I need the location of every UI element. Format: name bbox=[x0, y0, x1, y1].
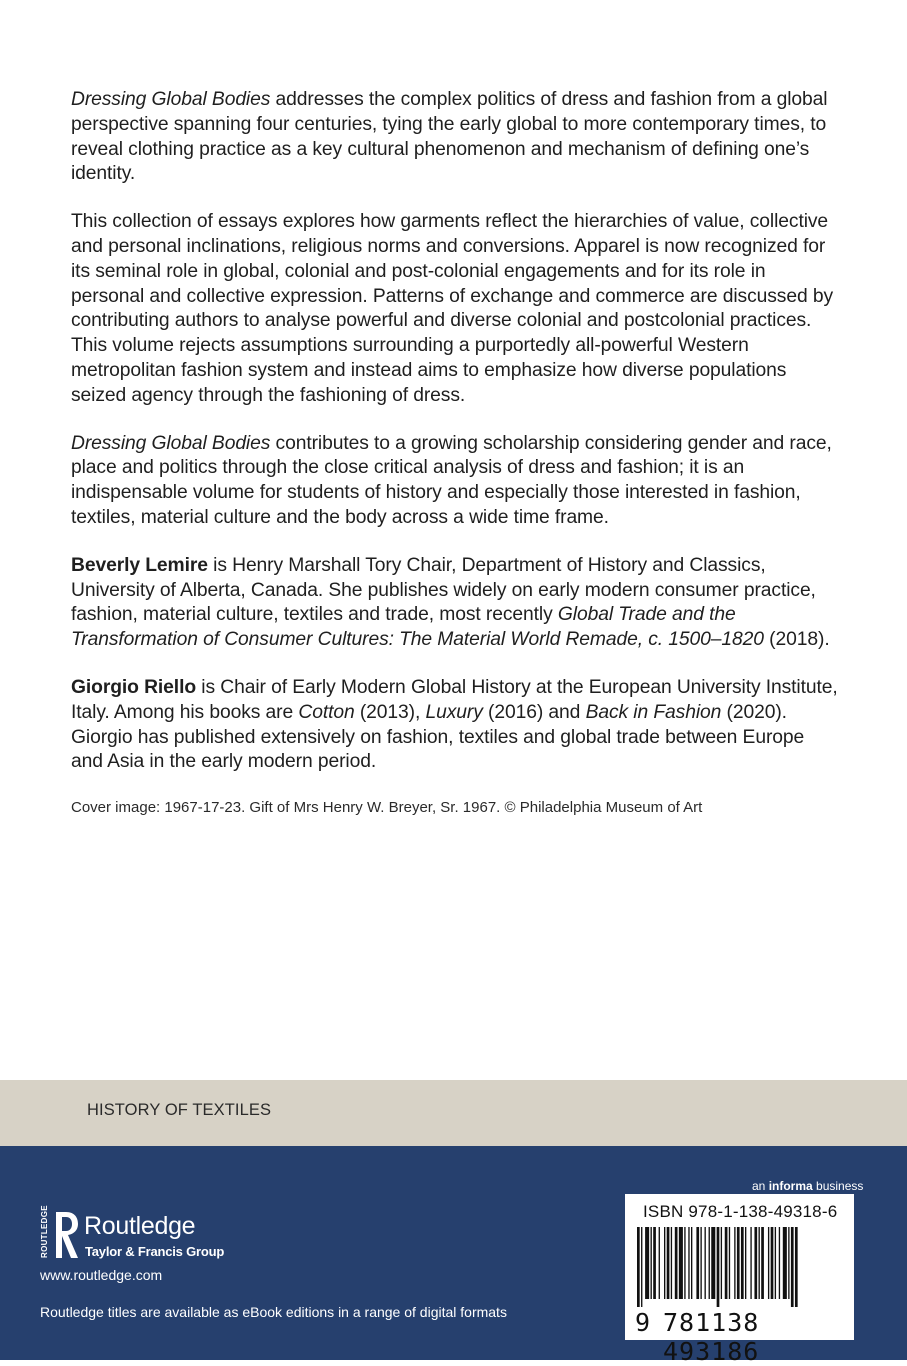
barcode-bar bbox=[783, 1227, 787, 1299]
publisher-name: Routledge bbox=[84, 1212, 196, 1240]
barcode-bar bbox=[667, 1227, 670, 1299]
barcode-bar bbox=[759, 1227, 760, 1299]
book-title: Luxury bbox=[425, 701, 483, 723]
blurb-paragraph-1 bbox=[71, 88, 841, 187]
bio-riello bbox=[71, 676, 841, 775]
bio-text: is Henry Marshall Tory Chair, Department of History and Classics, University of Alberta, Canada. She publishes widely on early modern consumer practice, fashion, material culture, textiles and trade, most recently bbox=[71, 554, 816, 626]
bio-text: (2016) and bbox=[482, 701, 586, 723]
barcode-bar bbox=[705, 1227, 706, 1299]
barcode-bar bbox=[779, 1227, 780, 1299]
cover-credit: Cover image: 1967-17-23. Gift of Mrs Henry W. Breyer, Sr. 1967. © Philadelphia Museum of Art bbox=[71, 799, 703, 817]
barcode-bar bbox=[675, 1227, 678, 1299]
barcode-bar bbox=[637, 1227, 640, 1307]
barcode-bar bbox=[653, 1227, 656, 1299]
barcode-bar bbox=[729, 1227, 730, 1299]
blurb-paragraph-2: This collection of essays explores how garments reflect the hierarchies of value, collective and personal inclinations, religious norms and conversions. Apparel is now recognized for its seminal role in global, colonial and post-colonial engagements and for its role in personal and collective expression. Patterns of exchange and commerce are discussed by contributing authors to analyse powerful and diverse colonial and postcolonial practices. This volume rejects assumptions surrounding a purportedly all-powerful Western metropolitan fashion system and instead aims to emphasize how diverse populations seized agency through the fashioning of dress. bbox=[71, 211, 834, 406]
barcode-bar bbox=[754, 1227, 757, 1299]
barcode-bar bbox=[641, 1227, 642, 1307]
barcode-bar bbox=[791, 1227, 794, 1307]
barcode-bar bbox=[671, 1227, 672, 1299]
barcode-lead-digit: 9 bbox=[635, 1308, 651, 1337]
blurb-text: addresses the complex politics of dress and fashion from a global perspective spanning four centuries, tying the early global to more contemporary times, to reveal clothing practice as a key cultural phenomenon and mechanism of defining one’s identity. bbox=[71, 89, 828, 185]
bio-text: (2020). Giorgio has published extensively on fashion, textiles and global trade between Europe and Asia in the early modern period. bbox=[71, 701, 805, 773]
bio-text: (2018). bbox=[763, 629, 830, 651]
barcode-bar bbox=[741, 1227, 744, 1299]
barcode-bar bbox=[737, 1227, 740, 1299]
author-name: Beverly Lemire bbox=[71, 554, 208, 576]
barcode-bar bbox=[651, 1227, 652, 1299]
barcode-bar bbox=[664, 1227, 665, 1299]
routledge-logo bbox=[40, 1205, 240, 1264]
isbn-barcode-box bbox=[625, 1194, 854, 1366]
bio-lemire bbox=[71, 554, 841, 653]
barcode-bar bbox=[771, 1227, 774, 1299]
barcode-bar bbox=[745, 1227, 746, 1299]
barcode-bar bbox=[734, 1227, 735, 1299]
category-band bbox=[0, 1080, 907, 1146]
barcode-bar bbox=[761, 1227, 764, 1299]
category-label: HISTORY OF TEXTILES bbox=[87, 1101, 272, 1119]
book-title: Dressing Global Bodies bbox=[71, 432, 271, 454]
publisher-group: Taylor & Francis Group bbox=[85, 1244, 225, 1259]
barcode-bar bbox=[679, 1227, 683, 1299]
barcode-bar bbox=[696, 1227, 699, 1299]
barcode-bar bbox=[795, 1227, 798, 1307]
barcode-bar bbox=[688, 1227, 689, 1299]
barcode-bar bbox=[721, 1227, 722, 1299]
blurb-paragraph-3 bbox=[71, 432, 841, 531]
isbn-text: ISBN 978-1-138-49318-6 bbox=[643, 1202, 838, 1221]
barcode-bar bbox=[709, 1227, 710, 1299]
bio-text: (2013), bbox=[354, 701, 426, 723]
barcode-bar bbox=[717, 1227, 720, 1307]
barcode-bar bbox=[775, 1227, 776, 1299]
blurb-text: contributes to a growing scholarship considering gender and race, place and politics through the close critical analysis of dress and fashion; it is an indispensable volume for students of history and especially those interested in fashion, textiles, material culture and the body across a wide time frame. bbox=[71, 432, 832, 528]
barcode-bar bbox=[684, 1227, 685, 1299]
barcode-bar bbox=[659, 1227, 660, 1299]
barcode-bar bbox=[750, 1227, 751, 1299]
book-title: Dressing Global Bodies bbox=[71, 89, 271, 110]
barcode-bar bbox=[725, 1227, 728, 1299]
routledge-r-icon bbox=[54, 1210, 80, 1260]
informa-brand: informa bbox=[768, 1179, 813, 1193]
barcode-bar bbox=[691, 1227, 692, 1299]
barcode-bar bbox=[645, 1227, 649, 1299]
barcode-bar bbox=[788, 1227, 789, 1299]
informa-tagline bbox=[752, 1179, 863, 1193]
book-title: Global Trade and the Transformation of Consumer Cultures: The Material World Remade, c. 1500–1820 bbox=[71, 604, 764, 651]
barcode-bar bbox=[700, 1227, 701, 1299]
barcode-bar bbox=[711, 1227, 715, 1299]
website-link[interactable]: www.routledge.com bbox=[40, 1267, 163, 1283]
back-cover-text bbox=[71, 88, 841, 818]
book-title: Back in Fashion bbox=[585, 701, 722, 723]
barcode-bar bbox=[768, 1227, 769, 1299]
informa-suffix: business bbox=[812, 1179, 864, 1193]
book-title: Cotton bbox=[298, 701, 355, 723]
bio-text: is Chair of Early Modern Global History at the European University Institute, Italy. Among his books are bbox=[71, 676, 838, 723]
ebook-note: Routledge titles are available as eBook editions in a range of digital formats bbox=[40, 1304, 507, 1320]
barcode-digits: 781138 493186 bbox=[663, 1308, 760, 1366]
publisher-footer bbox=[0, 1146, 907, 1366]
author-name: Giorgio Riello bbox=[71, 676, 197, 698]
informa-prefix: an bbox=[752, 1179, 769, 1193]
barcode-icon bbox=[633, 1227, 846, 1307]
logo-vertical-text: ROUTLEDGE bbox=[40, 1205, 49, 1258]
